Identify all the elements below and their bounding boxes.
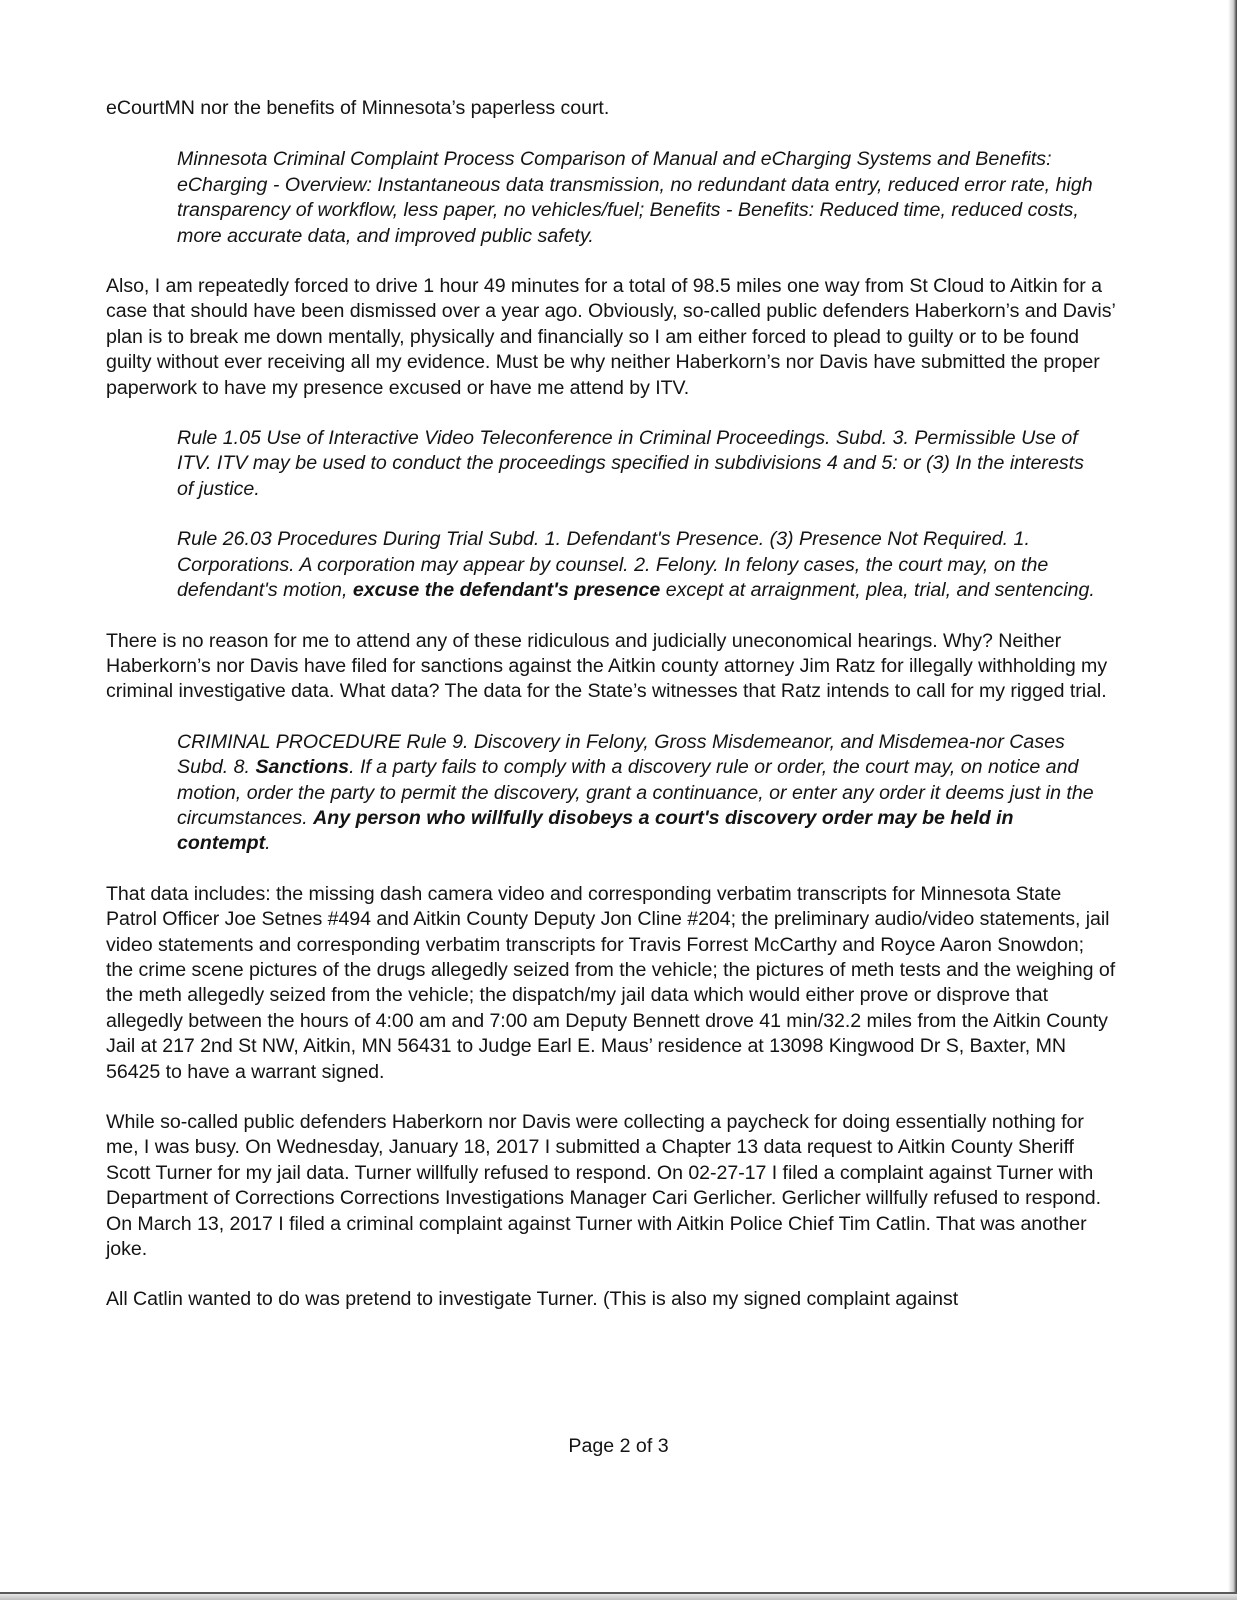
rule-9-contempt: Any person who willfully disobeys a court's discovery order may be held in contempt [177, 806, 1014, 855]
document-body [106, 96, 1116, 1313]
paragraph-data-includes: That data includes: the missing dash camera video and corresponding verbatim transcripts for Minnesota State Patrol Officer Joe Setnes #494 and Aitkin County Deputy Jon Cline #204; the preliminary audio/video statements, jail video statements and corresponding verbatim transcripts for Travis Forrest McCarthy and Royce Aaron Snowdon; the crime scene pictures of the drugs allegedly seized from the vehicle; the pictures of meth tests and the weighing of the meth allegedly seized from the vehicle; the dispatch/my jail data which would either prove or disprove that allegedly between the hours of 4:00 am and 7:00 am Deputy Bennett drove 41 min/32.2 miles from the Aitkin County Jail at 217 2nd St NW, Aitkin, MN 56431 to Judge Earl E. Maus’ residence at 13098 Kingwood Dr S, Baxter, MN 56425 to have a warrant signed. [106, 882, 1116, 1083]
paragraph-drive: Also, I am repeatedly forced to drive 1 hour 49 minutes for a total of 98.5 miles one way from St Cloud to Aitkin for a case that should have been dismissed over a year ago. Obviously, so-called public defenders Haberkorn’s and Davis’ plan is to break me down mentally, physically and financially so I am either forced to plead to guilty or to be found guilty without ever receiving all my evidence. Must be why neither Haberkorn’s nor Davis have submitted the proper paperwork to have my presence excused or have me attend by ITV. [106, 275, 1116, 399]
quote-echarging: Minnesota Criminal Complaint Process Comparison of Manual and eCharging Systems and Benefits: eCharging - Overview: Instantaneous data transmission, no redundant data entry, reduced error rate, high transparency of workflow, less paper, no vehicles/fuel; Benefits - Benefits: Reduced time, reduced costs, more accurate data, and improved public safety. [177, 148, 1093, 247]
rule-26-03-emphasis: excuse the defendant's presence [352, 579, 661, 602]
rule-9-sanctions: Sanctions [255, 756, 350, 779]
quote-rule-9 [177, 730, 1097, 857]
rule-9-text-middle: . If a party fails to comply with a discovery rule or order, the court may, on notice and motion, order the party to permit the discovery, grant a continuance, or enter any order it deems just in the circumstances. [177, 756, 1094, 829]
paragraph-busy: While so-called public defenders Haberkorn nor Davis were collecting a paycheck for doing essentially nothing for me, I was busy. On Wednesday, January 18, 2017 I submitted a Chapter 13 data request to Aitkin County Sheriff Scott Turner for my jail data. Turner willfully refused to respond. On 02-27-17 I filed a complaint against Turner with Department of Corrections Corrections Investigations Manager Cari Gerlicher. Gerlicher willfully refused to respond. On March 13, 2017 I filed a criminal complaint against Turner with Aitkin Police Chief Tim Catlin. That was another joke. [106, 1111, 1101, 1261]
rule-9-text: CRIMINAL PROCEDURE Rule 9. Discovery in Felony, Gross Misdemeanor, and Misdemea-nor Cases Subd. 8. [177, 730, 1065, 779]
intro-line: eCourtMN nor the benefits of Minnesota’s paperless court. [106, 97, 610, 119]
rule-26-03-text: Rule 26.03 Procedures During Trial Subd. 1. Defendant's Presence. (3) Presence Not Required. 1. Corporations. A corporation may appear by counsel. 2. Felony. In felony cases, the court may, on the defendant's motion, [177, 528, 1049, 602]
scan-edge-bottom [0, 1594, 1237, 1600]
page-number: Page 2 of 3 [568, 1435, 669, 1457]
quote-rule-1-05: Rule 1.05 Use of Interactive Video Teleconference in Criminal Proceedings. Subd. 3. Permissible Use of ITV. ITV may be used to conduct the proceedings specified in subdivisions 4 and 5: or (3) In the interests of justice. [177, 427, 1084, 500]
paragraph-no-reason: There is no reason for me to attend any of these ridiculous and judicially uneconomical hearings. Why? Neither Haberkorn’s nor Davis have filed for sanctions against the Aitkin county attorney Jim Ratz for illegally withholding my criminal investigative data. What data? The data for the State’s witnesses that Ratz intends to call for my rigged trial. [106, 629, 1108, 703]
quote-rule-26-03 [177, 527, 1097, 603]
rule-9-text-end: . [265, 832, 271, 855]
scan-edge-right [1228, 0, 1237, 1600]
paragraph-catlin: All Catlin wanted to do was pretend to investigate Turner. (This is also my signed complaint against [106, 1288, 959, 1311]
rule-26-03-text-end: except at arraignment, plea, trial, and sentencing. [660, 579, 1095, 602]
